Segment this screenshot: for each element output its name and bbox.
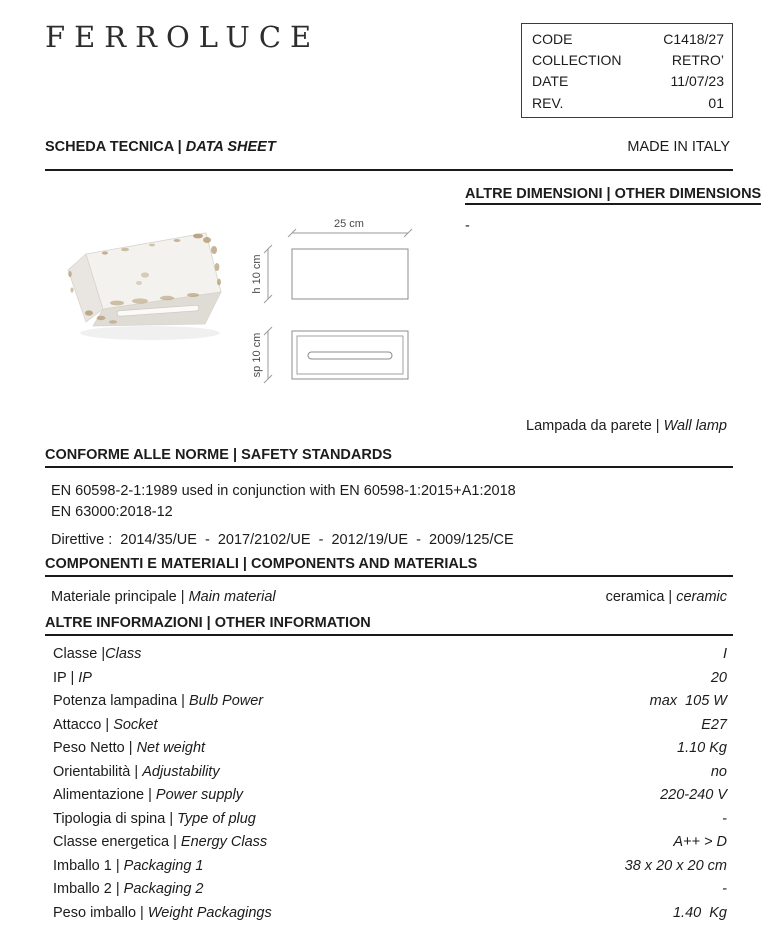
safety-standards-section bbox=[45, 447, 733, 548]
spec-row bbox=[53, 831, 727, 855]
info-box-value: RETRO’ bbox=[671, 52, 724, 69]
spec-value: 38 x 20 x 20 cm bbox=[624, 857, 727, 874]
depth-dimension-label: sp 10 cm bbox=[251, 332, 263, 378]
spec-value: I bbox=[722, 646, 727, 662]
spec-value: 220-240 V bbox=[660, 787, 727, 803]
info-box-row bbox=[532, 71, 724, 92]
spec-label: Attacco | Socket bbox=[53, 716, 158, 733]
info-box-row bbox=[532, 50, 724, 71]
spec-label: Potenza lampadina | Bulb Power bbox=[53, 693, 264, 709]
header-divider bbox=[45, 169, 733, 171]
spec-label: Classe energetica | Energy Class bbox=[53, 834, 268, 850]
spec-row bbox=[53, 737, 727, 761]
spec-label: Peso Netto | Net weight bbox=[53, 740, 206, 756]
pipe-separator: | bbox=[655, 418, 660, 434]
other-information-section bbox=[45, 615, 733, 925]
info-box-label: DATE bbox=[532, 73, 569, 90]
spec-row bbox=[53, 643, 727, 667]
spec-row bbox=[53, 690, 727, 714]
spec-table bbox=[45, 643, 733, 925]
main-material-value: ceramica | ceramic bbox=[605, 589, 727, 605]
spec-row bbox=[53, 855, 727, 879]
safety-standard-line: EN 60598-2-1:1989 used in conjunction with EN 60598-1:2015+A1:2018 bbox=[51, 483, 516, 499]
spec-row bbox=[53, 784, 727, 808]
info-box-row bbox=[532, 29, 724, 50]
spec-value: E27 bbox=[701, 716, 727, 733]
spec-value: - bbox=[722, 810, 727, 827]
spec-row bbox=[53, 902, 727, 926]
other-information-heading: ALTRE INFORMAZIONI | OTHER INFORMATION bbox=[45, 615, 733, 636]
info-box-row bbox=[532, 93, 724, 114]
sheet-title: SCHEDA TECNICA | DATA SHEET bbox=[45, 139, 276, 155]
info-box-value: 11/07/23 bbox=[670, 73, 724, 90]
spec-row bbox=[53, 667, 727, 691]
main-material-row bbox=[45, 589, 733, 605]
spec-value: max 105 W bbox=[649, 693, 727, 709]
spec-value: no bbox=[710, 763, 727, 780]
pipe-separator: | bbox=[668, 589, 673, 605]
safety-standard-line: EN 63000:2018-12 bbox=[51, 503, 173, 520]
other-dimensions-heading: ALTRE DIMENSIONI | OTHER DIMENSIONS bbox=[465, 186, 761, 205]
info-box-label: CODE bbox=[532, 31, 573, 47]
pipe-separator: | bbox=[177, 139, 182, 155]
brand-logo: FERROLUCE bbox=[45, 20, 321, 54]
spec-label: IP | IP bbox=[53, 669, 92, 686]
height-dimension-label: h 10 cm bbox=[251, 254, 263, 294]
safety-standards-list bbox=[51, 481, 733, 522]
spec-label: Imballo 1 | Packaging 1 bbox=[53, 857, 204, 874]
spec-label: Tipologia di spina | Type of plug bbox=[53, 810, 256, 827]
pipe-separator: | bbox=[242, 556, 247, 572]
spec-value: 20 bbox=[710, 669, 727, 686]
pipe-separator: | bbox=[206, 615, 211, 631]
info-box-value: C1418/27 bbox=[663, 31, 724, 47]
directives-line bbox=[51, 532, 733, 548]
width-dimension-label: 25 cm bbox=[334, 218, 364, 230]
spec-row bbox=[53, 878, 727, 902]
dimension-diagram bbox=[250, 212, 440, 404]
spec-row bbox=[53, 761, 727, 785]
spec-label: Imballo 2 | Packaging 2 bbox=[53, 881, 204, 897]
info-box-value: 01 bbox=[708, 94, 724, 111]
spec-value: 1.10 Kg bbox=[677, 740, 727, 756]
spec-label: Classe |Class bbox=[53, 646, 142, 662]
spec-value: - bbox=[722, 881, 727, 897]
main-material-label: Materiale principale | Main material bbox=[51, 589, 276, 605]
spec-value: 1.40 Kg bbox=[672, 904, 727, 921]
product-type-label: Lampada da parete | Wall lamp bbox=[526, 418, 727, 434]
spec-label: Orientabilità | Adjustability bbox=[53, 763, 220, 780]
directives-values: 2014/35/UE - 2017/2102/UE - 2012/19/UE - 2009/125/CE bbox=[120, 532, 514, 548]
other-dimensions-placeholder: - bbox=[465, 218, 470, 234]
product-photo bbox=[55, 212, 235, 347]
materials-section bbox=[45, 556, 733, 605]
pipe-separator: | bbox=[606, 186, 611, 202]
spec-row bbox=[53, 714, 727, 738]
info-box-label: COLLECTION bbox=[532, 52, 622, 69]
pipe-separator: | bbox=[180, 589, 185, 605]
pipe-separator: | bbox=[232, 447, 238, 463]
materials-heading: COMPONENTI E MATERIALI | COMPONENTS AND MATERIALS bbox=[45, 556, 733, 577]
spec-label: Peso imballo | Weight Packagings bbox=[53, 904, 272, 921]
made-in-label: MADE IN ITALY bbox=[627, 139, 730, 155]
info-box-label: REV. bbox=[532, 94, 564, 111]
spec-row bbox=[53, 808, 727, 832]
directives-label: Direttive : bbox=[51, 532, 121, 548]
safety-standards-heading: CONFORME ALLE NORME | SAFETY STANDARDS bbox=[45, 447, 733, 468]
spec-value: A++ > D bbox=[673, 834, 727, 850]
product-info-box bbox=[521, 23, 733, 118]
spec-label: Alimentazione | Power supply bbox=[53, 787, 243, 803]
